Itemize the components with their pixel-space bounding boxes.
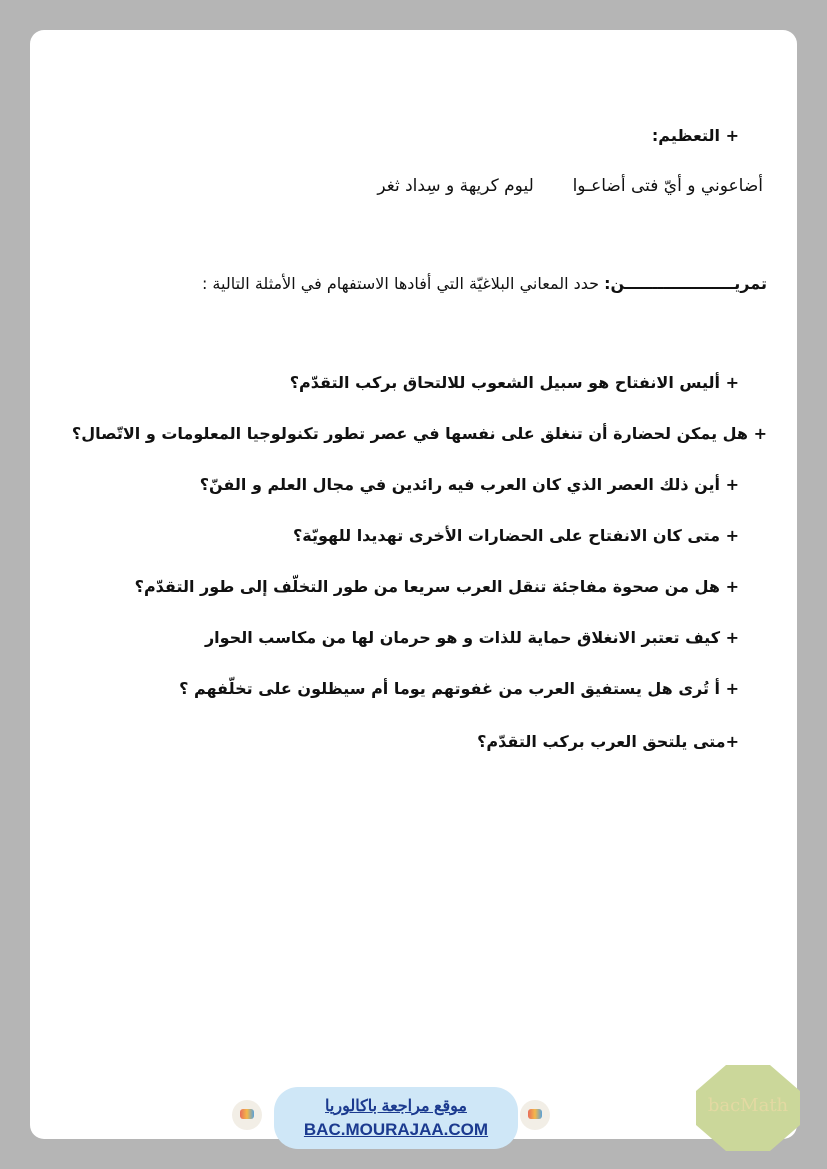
exercise-label: تمري [734,274,767,293]
exercise-label-end: ن: [604,274,625,293]
poetry-verse [377,176,763,196]
question-4: + متى كان الانفتاح على الحضارات الأخرى تهديدا للهويّة؟ [293,526,739,545]
question-7: + أ تُرى هل يستفيق العرب من غفوتهم يوما أم سيظلون على تخلّفهم ؟ [179,679,739,698]
verse-second-hemistich: ليوم كريهة و سِداد ثغر [377,176,534,196]
document-page [30,30,797,1139]
section-title: + التعظيم: [651,126,739,145]
site-banner[interactable] [274,1087,518,1149]
site-logo-icon [520,1100,550,1130]
exercise-heading [202,274,767,293]
exercise-instruction: حدد المعاني البلاغيّة التي أفادها الاستفهام في الأمثلة التالية : [201,274,600,293]
question-1: + أليس الانفتاح هو سبيل الشعوب للالتحاق بركب التقدّم؟ [289,373,739,392]
site-logo-icon [232,1100,262,1130]
site-name[interactable]: موقع مراجعة باكالوريا [325,1098,467,1115]
question-8: +متى يلتحق العرب بركب التقدّم؟ [477,732,739,751]
question-5: + هل من صحوة مفاجئة تنقل العرب سريعا من طور التخلّف إلى طور التقدّم؟ [134,577,739,596]
site-url[interactable]: BAC.MOURAJAA.COM [303,1120,489,1139]
question-2: + هل يمكن لحضارة أن تنغلق على نفسها في عصر تطور تكنولوجيا المعلومات و الاتّصال؟ [71,424,767,443]
exercise-label-dash: ــــــــــــــــــــ [624,274,735,293]
bacmath-logo [694,1063,802,1153]
verse-first-hemistich: أضاعوني و أيّ فتى أضاعـوا [572,176,763,196]
question-6: + كيف تعتبر الانغلاق حماية للذات و هو حرمان لها من مكاسب الحوار [204,628,739,647]
question-3: + أين ذلك العصر الذي كان العرب فيه رائدين في مجال العلم و الفنّ؟ [199,475,739,494]
bacmath-logo-text: bacMath [707,1095,789,1116]
